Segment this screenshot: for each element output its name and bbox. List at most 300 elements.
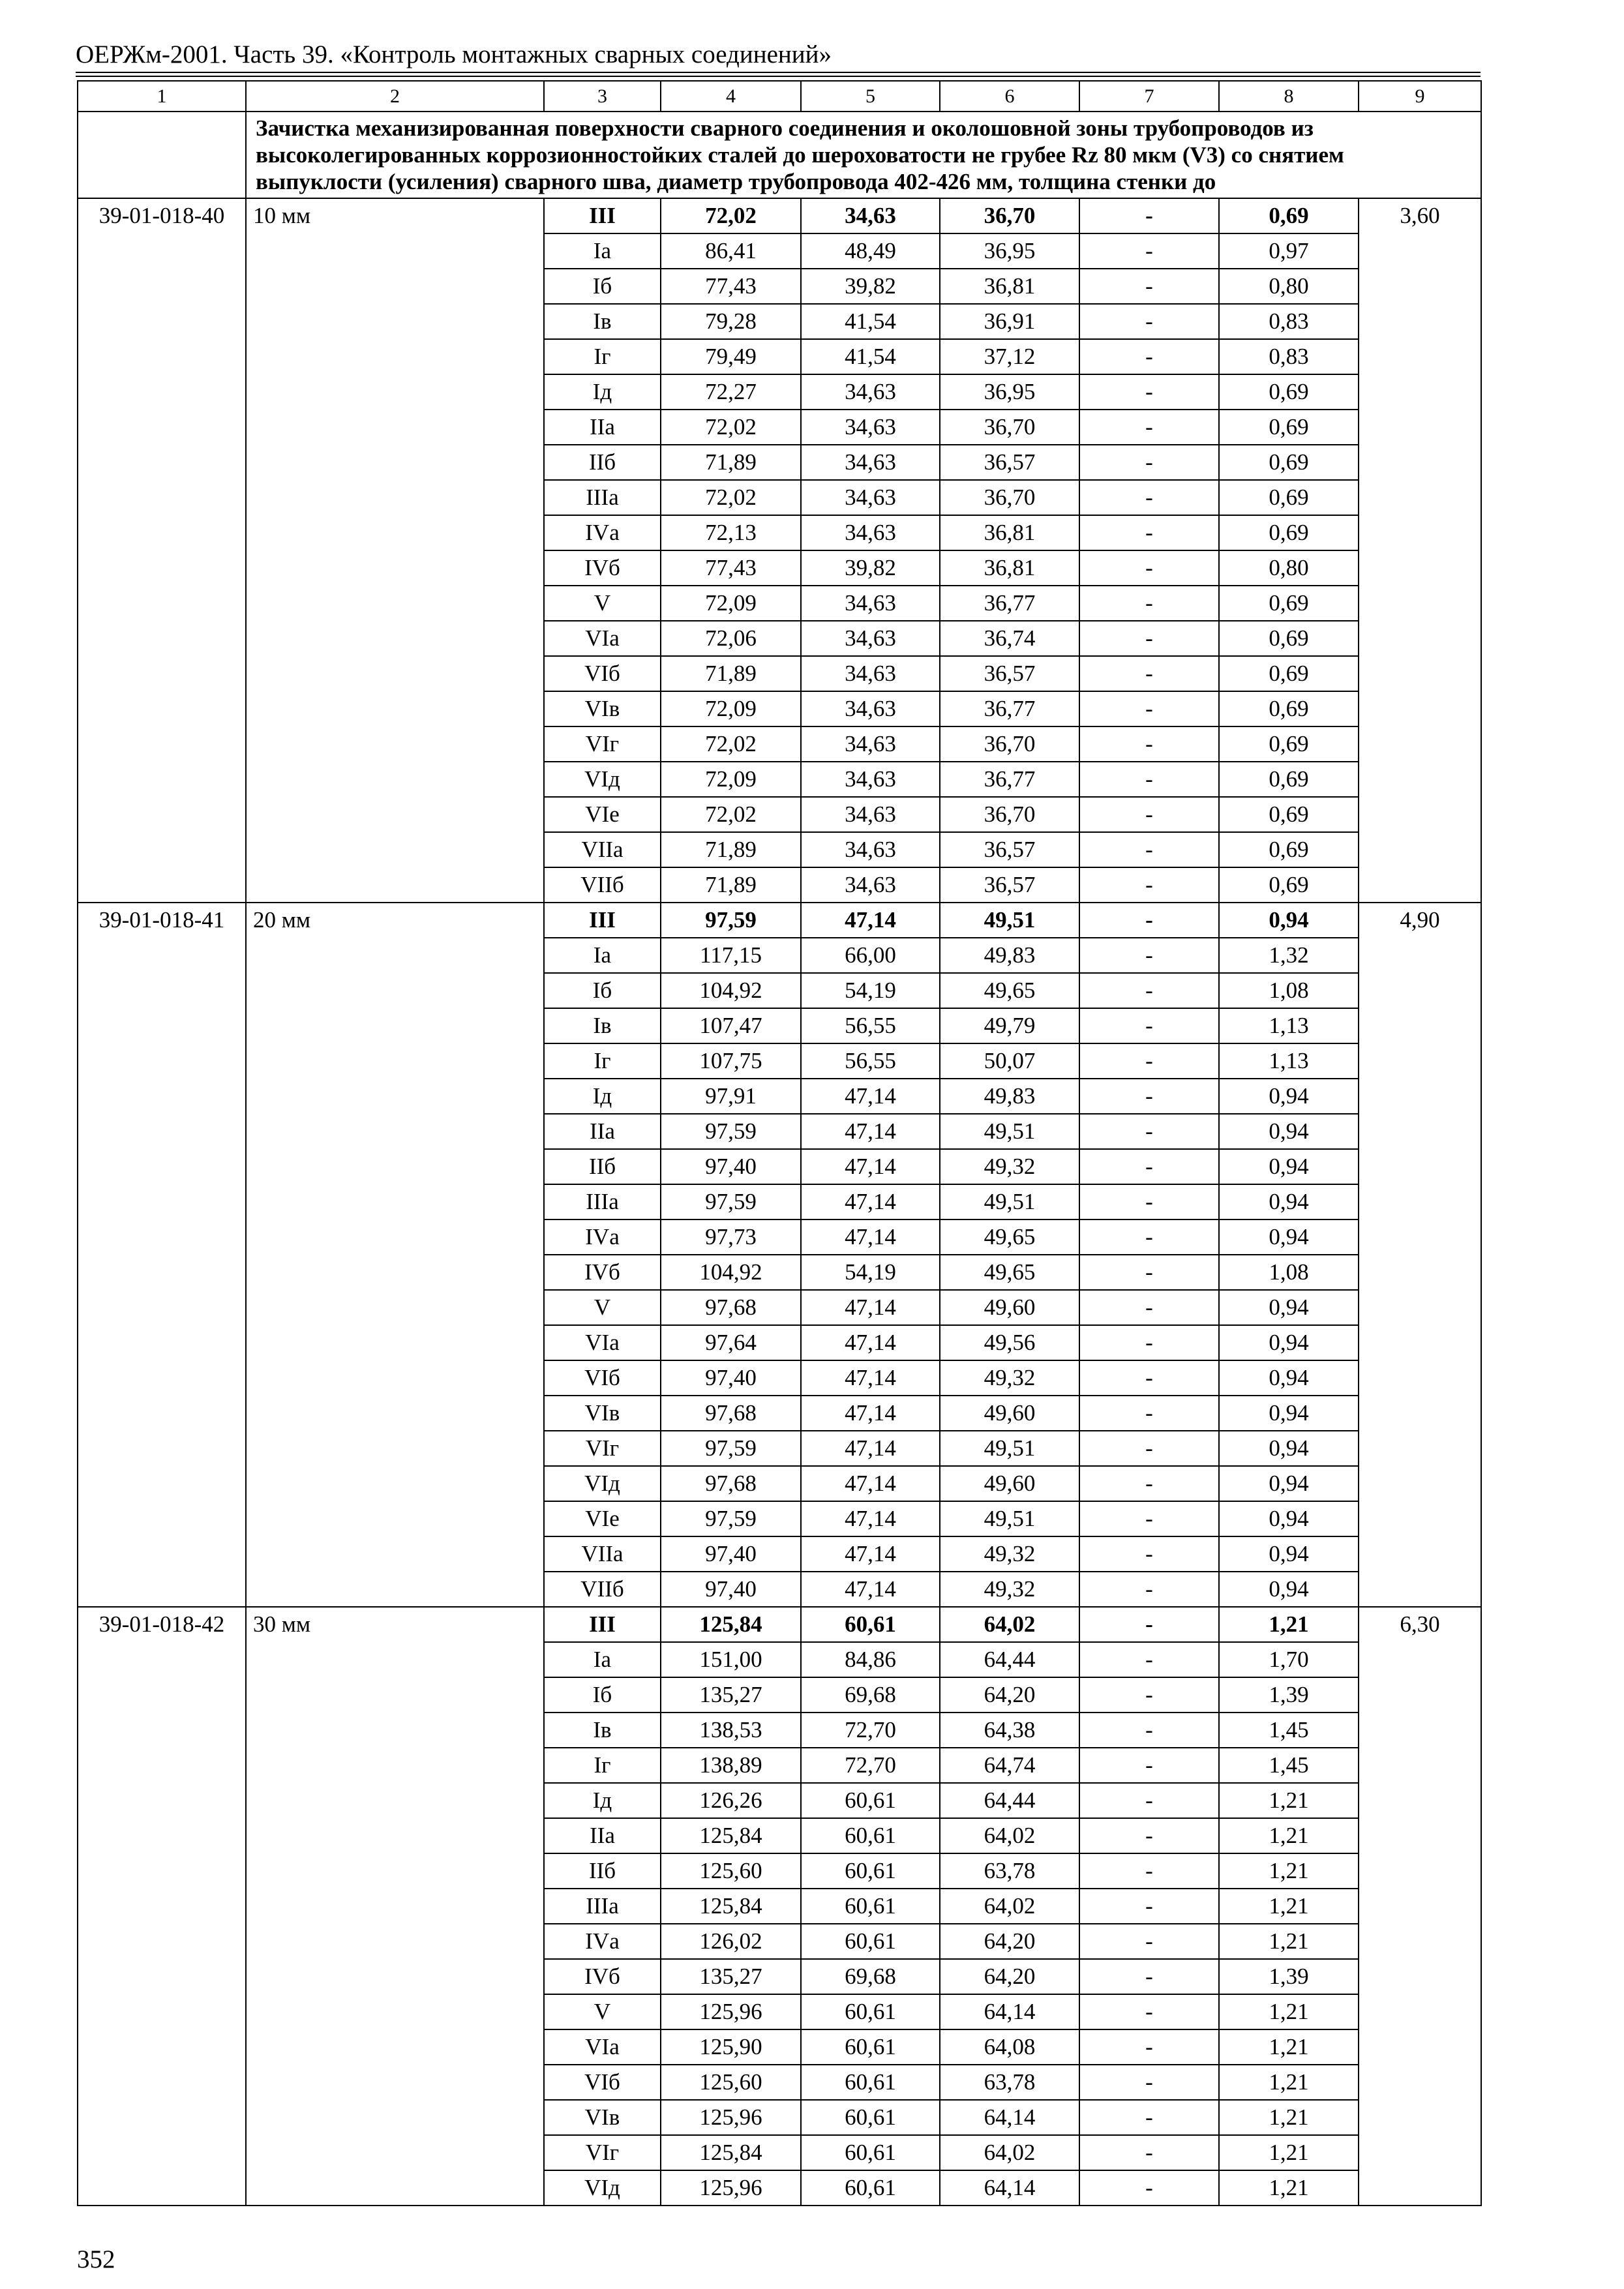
section-title-row — [78, 112, 1481, 198]
table-cell: 0,83 — [1219, 339, 1359, 374]
table-cell: - — [1079, 797, 1219, 832]
table-cell: 56,55 — [801, 1043, 940, 1079]
table-cell: 34,63 — [801, 726, 940, 762]
table-cell: 64,02 — [940, 1607, 1079, 1642]
table-cell: 125,60 — [661, 2065, 801, 2100]
table-cell: 34,63 — [801, 621, 940, 656]
table-cell: - — [1079, 1994, 1219, 2029]
table-cell: 0,94 — [1219, 1149, 1359, 1184]
table-cell: 49,32 — [940, 1572, 1079, 1607]
wall-thickness: 30 мм — [246, 1607, 544, 2206]
table-cell: - — [1079, 832, 1219, 867]
table-cell: 0,69 — [1219, 480, 1359, 515]
table-cell: - — [1079, 1043, 1219, 1079]
table-cell: 64,44 — [940, 1783, 1079, 1818]
zone-code: Iг — [544, 339, 661, 374]
table-cell: 1,21 — [1219, 1783, 1359, 1818]
table-cell: 1,21 — [1219, 1889, 1359, 1924]
table-cell: 0,83 — [1219, 304, 1359, 339]
table-cell: 64,20 — [940, 1677, 1079, 1713]
zone-code: Iб — [544, 973, 661, 1008]
table-cell: 138,89 — [661, 1748, 801, 1783]
table-cell: 0,69 — [1219, 198, 1359, 233]
table-cell: 0,94 — [1219, 1114, 1359, 1149]
table-cell: 49,51 — [940, 1431, 1079, 1466]
table-cell: 71,89 — [661, 832, 801, 867]
table-cell: 72,02 — [661, 797, 801, 832]
table-cell: 36,57 — [940, 832, 1079, 867]
table-cell: 36,77 — [940, 762, 1079, 797]
table-cell: 60,61 — [801, 2135, 940, 2170]
table-cell: 125,84 — [661, 1818, 801, 1853]
table-cell: 107,47 — [661, 1008, 801, 1043]
table-cell: 1,21 — [1219, 1818, 1359, 1853]
column-number: 3 — [544, 81, 661, 112]
table-cell: 48,49 — [801, 233, 940, 269]
table-cell: 49,65 — [940, 973, 1079, 1008]
table-cell: 1,32 — [1219, 938, 1359, 973]
table-cell: 34,63 — [801, 867, 940, 903]
zone-code: IIIа — [544, 480, 661, 515]
table-cell: 1,21 — [1219, 1924, 1359, 1959]
zone-code: VIб — [544, 656, 661, 691]
table-cell: 60,61 — [801, 2170, 940, 2206]
table-cell: 60,61 — [801, 2100, 940, 2135]
table-cell: 71,89 — [661, 445, 801, 480]
table-cell: 36,95 — [940, 374, 1079, 410]
zone-code: IIб — [544, 1853, 661, 1889]
table-cell: 1,21 — [1219, 2170, 1359, 2206]
table-cell: 63,78 — [940, 2065, 1079, 2100]
column-number: 7 — [1079, 81, 1219, 112]
table-cell: 69,68 — [801, 1959, 940, 1994]
table-cell: - — [1079, 445, 1219, 480]
table-cell: 0,94 — [1219, 1572, 1359, 1607]
zone-code: IVа — [544, 1924, 661, 1959]
table-cell: 0,69 — [1219, 586, 1359, 621]
zone-code: Iв — [544, 1008, 661, 1043]
table-cell: 97,59 — [661, 1184, 801, 1219]
table-cell: 69,68 — [801, 1677, 940, 1713]
header-rule-double — [76, 76, 1481, 77]
table-cell: 97,40 — [661, 1360, 801, 1396]
table-cell: 0,69 — [1219, 832, 1359, 867]
table-cell: 0,69 — [1219, 374, 1359, 410]
table-cell: 36,70 — [940, 198, 1079, 233]
table-cell: 34,63 — [801, 832, 940, 867]
table-row — [78, 198, 1481, 233]
header-rule — [76, 72, 1481, 73]
table-cell: 126,02 — [661, 1924, 801, 1959]
table-cell: - — [1079, 1325, 1219, 1360]
table-cell: 49,79 — [940, 1008, 1079, 1043]
column-number: 2 — [246, 81, 544, 112]
table-cell: 64,08 — [940, 2029, 1079, 2065]
table-cell: 72,02 — [661, 480, 801, 515]
zone-code: VIв — [544, 1396, 661, 1431]
table-cell: 71,89 — [661, 656, 801, 691]
table-cell: 1,21 — [1219, 1853, 1359, 1889]
zone-code: Iв — [544, 304, 661, 339]
table-cell: 0,69 — [1219, 691, 1359, 726]
column-number: 1 — [78, 81, 246, 112]
table-cell: 107,75 — [661, 1043, 801, 1079]
table-cell: 47,14 — [801, 1079, 940, 1114]
table-cell: - — [1079, 1184, 1219, 1219]
table-cell: 47,14 — [801, 903, 940, 938]
column-number: 5 — [801, 81, 940, 112]
table-cell: 60,61 — [801, 1889, 940, 1924]
table-cell: 34,63 — [801, 656, 940, 691]
table-cell: 54,19 — [801, 973, 940, 1008]
table-cell: - — [1079, 1818, 1219, 1853]
table-cell: 1,21 — [1219, 2135, 1359, 2170]
zone-code: Iг — [544, 1043, 661, 1079]
zone-code: VIе — [544, 1501, 661, 1536]
table-cell: 0,69 — [1219, 410, 1359, 445]
table-cell: 36,81 — [940, 515, 1079, 550]
table-cell: 64,14 — [940, 2170, 1079, 2206]
table-cell: 50,07 — [940, 1043, 1079, 1079]
table-cell: 66,00 — [801, 938, 940, 973]
table-cell: 34,63 — [801, 410, 940, 445]
table-cell: - — [1079, 938, 1219, 973]
table-cell: 34,63 — [801, 586, 940, 621]
table-cell: 97,91 — [661, 1079, 801, 1114]
table-cell: 64,20 — [940, 1924, 1079, 1959]
table-cell: 49,60 — [940, 1466, 1079, 1501]
table-cell: 79,28 — [661, 304, 801, 339]
table-cell: 39,82 — [801, 269, 940, 304]
table-cell: - — [1079, 1079, 1219, 1114]
table-cell: 36,57 — [940, 445, 1079, 480]
table-cell: 97,64 — [661, 1325, 801, 1360]
table-cell: - — [1079, 1713, 1219, 1748]
table-cell: - — [1079, 1572, 1219, 1607]
zone-code: VIа — [544, 1325, 661, 1360]
zone-code: III — [544, 198, 661, 233]
column9-value: 6,30 — [1359, 1607, 1481, 2206]
table-cell: - — [1079, 1501, 1219, 1536]
table-cell: 0,94 — [1219, 1501, 1359, 1536]
table-cell: - — [1079, 339, 1219, 374]
table-body — [78, 81, 1481, 2206]
zone-code: VIд — [544, 1466, 661, 1501]
table-cell: 0,97 — [1219, 233, 1359, 269]
table-cell: 49,51 — [940, 1501, 1079, 1536]
table-cell: 0,69 — [1219, 762, 1359, 797]
table-cell: - — [1079, 233, 1219, 269]
table-cell: 72,06 — [661, 621, 801, 656]
table-cell: 47,14 — [801, 1396, 940, 1431]
table-cell: 64,74 — [940, 1748, 1079, 1783]
table-cell: - — [1079, 480, 1219, 515]
table-cell: - — [1079, 1748, 1219, 1783]
table-cell: 125,84 — [661, 1889, 801, 1924]
table-cell: 49,32 — [940, 1149, 1079, 1184]
table-cell: 60,61 — [801, 1994, 940, 2029]
zone-code: IVа — [544, 1219, 661, 1255]
table-cell: 125,84 — [661, 1607, 801, 1642]
table-cell: 60,61 — [801, 1607, 940, 1642]
table-cell: - — [1079, 550, 1219, 586]
table-cell: 0,69 — [1219, 445, 1359, 480]
zone-code: VIг — [544, 726, 661, 762]
table-cell: 39,82 — [801, 550, 940, 586]
table-cell: 86,41 — [661, 233, 801, 269]
table-cell: 72,09 — [661, 691, 801, 726]
table-cell: 64,02 — [940, 1889, 1079, 1924]
zone-code: Iд — [544, 1079, 661, 1114]
table-cell: 36,91 — [940, 304, 1079, 339]
table-cell: 0,94 — [1219, 1079, 1359, 1114]
table-cell: - — [1079, 1853, 1219, 1889]
table-cell: - — [1079, 1219, 1219, 1255]
column-number: 6 — [940, 81, 1079, 112]
table-cell: 36,57 — [940, 656, 1079, 691]
table-cell: 77,43 — [661, 550, 801, 586]
table-cell: 0,69 — [1219, 867, 1359, 903]
table-cell: 47,14 — [801, 1149, 940, 1184]
zone-code: IIа — [544, 410, 661, 445]
table-cell: 0,69 — [1219, 656, 1359, 691]
table-cell: - — [1079, 1783, 1219, 1818]
zone-code: VIг — [544, 2135, 661, 2170]
table-cell: 0,94 — [1219, 903, 1359, 938]
table-cell: 47,14 — [801, 1360, 940, 1396]
table-cell: 0,94 — [1219, 1360, 1359, 1396]
zone-code: VIIа — [544, 1536, 661, 1572]
table-cell: 49,32 — [940, 1536, 1079, 1572]
table-cell: - — [1079, 2135, 1219, 2170]
zone-code: IVа — [544, 515, 661, 550]
table-cell: 117,15 — [661, 938, 801, 973]
table-cell: 36,57 — [940, 867, 1079, 903]
table-cell: 36,70 — [940, 480, 1079, 515]
table-cell: 64,44 — [940, 1642, 1079, 1677]
table-cell: - — [1079, 1396, 1219, 1431]
table-cell: - — [1079, 304, 1219, 339]
table-cell: - — [1079, 691, 1219, 726]
table-cell: 34,63 — [801, 198, 940, 233]
table-cell: 49,60 — [940, 1396, 1079, 1431]
zone-code: Iб — [544, 1677, 661, 1713]
zone-code: VIд — [544, 2170, 661, 2206]
table-cell: 0,94 — [1219, 1536, 1359, 1572]
table-cell: 1,39 — [1219, 1959, 1359, 1994]
table-row — [78, 1607, 1481, 1642]
table-cell: 36,70 — [940, 726, 1079, 762]
table-cell: 0,69 — [1219, 515, 1359, 550]
table-cell: 0,80 — [1219, 269, 1359, 304]
table-cell: 97,68 — [661, 1290, 801, 1325]
table-cell: 36,74 — [940, 621, 1079, 656]
table-cell: 49,51 — [940, 1114, 1079, 1149]
table-cell: 0,69 — [1219, 797, 1359, 832]
table-cell: 47,14 — [801, 1325, 940, 1360]
table-cell: 126,26 — [661, 1783, 801, 1818]
price-table — [77, 80, 1482, 2206]
table-cell: 47,14 — [801, 1184, 940, 1219]
table-cell: 1,45 — [1219, 1748, 1359, 1783]
table-cell: 64,02 — [940, 2135, 1079, 2170]
table-cell: 125,90 — [661, 2029, 801, 2065]
table-cell: 36,81 — [940, 550, 1079, 586]
table-cell: 72,70 — [801, 1748, 940, 1783]
table-cell: - — [1079, 1290, 1219, 1325]
table-cell: 97,68 — [661, 1396, 801, 1431]
table-cell: - — [1079, 410, 1219, 445]
table-cell: - — [1079, 2170, 1219, 2206]
table-cell: 34,63 — [801, 374, 940, 410]
table-cell: 41,54 — [801, 339, 940, 374]
table-cell: 0,80 — [1219, 550, 1359, 586]
table-cell: 49,65 — [940, 1219, 1079, 1255]
table-cell: 49,51 — [940, 903, 1079, 938]
table-cell: 49,65 — [940, 1255, 1079, 1290]
table-cell: 56,55 — [801, 1008, 940, 1043]
table-cell: 125,84 — [661, 2135, 801, 2170]
table-cell: 47,14 — [801, 1114, 940, 1149]
zone-code: VIв — [544, 2100, 661, 2135]
table-cell: 34,63 — [801, 445, 940, 480]
table-cell: - — [1079, 2029, 1219, 2065]
table-cell: 34,63 — [801, 691, 940, 726]
zone-code: Iд — [544, 1783, 661, 1818]
table-cell: 125,96 — [661, 1994, 801, 2029]
table-cell: 49,83 — [940, 1079, 1079, 1114]
zone-code: III — [544, 903, 661, 938]
table-cell: 1,21 — [1219, 1607, 1359, 1642]
zone-code: Iд — [544, 374, 661, 410]
table-cell: 47,14 — [801, 1536, 940, 1572]
table-cell: 72,02 — [661, 410, 801, 445]
zone-code: IVб — [544, 550, 661, 586]
table-cell: 104,92 — [661, 1255, 801, 1290]
table-cell: 97,68 — [661, 1466, 801, 1501]
column-number: 9 — [1359, 81, 1481, 112]
table-cell: - — [1079, 1536, 1219, 1572]
table-cell: 34,63 — [801, 797, 940, 832]
zone-code: Iа — [544, 233, 661, 269]
table-cell: 84,86 — [801, 1642, 940, 1677]
table-cell: 47,14 — [801, 1290, 940, 1325]
table-cell: 47,14 — [801, 1219, 940, 1255]
table-cell: 79,49 — [661, 339, 801, 374]
table-cell: 72,02 — [661, 198, 801, 233]
table-cell: 49,51 — [940, 1184, 1079, 1219]
zone-code: VIIб — [544, 1572, 661, 1607]
table-cell: - — [1079, 1149, 1219, 1184]
page-header-title: ОЕРЖм-2001. Часть 39. «Контроль монтажных сварных соединений» — [76, 40, 832, 68]
table-cell: 138,53 — [661, 1713, 801, 1748]
table-cell: - — [1079, 621, 1219, 656]
zone-code: IIб — [544, 445, 661, 480]
table-cell: 135,27 — [661, 1677, 801, 1713]
column-number: 8 — [1219, 81, 1359, 112]
table-cell: - — [1079, 726, 1219, 762]
zone-code: IVб — [544, 1959, 661, 1994]
table-cell: - — [1079, 1360, 1219, 1396]
column9-value: 4,90 — [1359, 903, 1481, 1607]
table-cell: 60,61 — [801, 1924, 940, 1959]
zone-code: Iг — [544, 1748, 661, 1783]
table-cell: 0,94 — [1219, 1219, 1359, 1255]
zone-code: V — [544, 1994, 661, 2029]
zone-code: VIа — [544, 2029, 661, 2065]
table-cell: 49,83 — [940, 938, 1079, 973]
table-cell: 64,14 — [940, 1994, 1079, 2029]
table-cell: 1,13 — [1219, 1043, 1359, 1079]
table-cell: - — [1079, 1959, 1219, 1994]
table-cell: - — [1079, 656, 1219, 691]
table-cell: 36,70 — [940, 797, 1079, 832]
table-cell: 1,08 — [1219, 1255, 1359, 1290]
zone-code: Iб — [544, 269, 661, 304]
table-cell: 125,96 — [661, 2100, 801, 2135]
table-cell: 64,20 — [940, 1959, 1079, 1994]
table-cell: 0,69 — [1219, 726, 1359, 762]
table-cell: 72,13 — [661, 515, 801, 550]
table-cell: 97,40 — [661, 1149, 801, 1184]
section-title-spacer — [78, 112, 246, 198]
zone-code: VIв — [544, 691, 661, 726]
table-cell: 34,63 — [801, 480, 940, 515]
table-cell: 0,94 — [1219, 1325, 1359, 1360]
table-cell: - — [1079, 1466, 1219, 1501]
table-cell: 1,13 — [1219, 1008, 1359, 1043]
table-cell: 77,43 — [661, 269, 801, 304]
table-cell: 36,81 — [940, 269, 1079, 304]
rate-code: 39-01-018-42 — [78, 1607, 246, 2206]
table-cell: 64,38 — [940, 1713, 1079, 1748]
zone-code: V — [544, 1290, 661, 1325]
table-cell: 54,19 — [801, 1255, 940, 1290]
table-cell: - — [1079, 1431, 1219, 1466]
table-cell: 36,70 — [940, 410, 1079, 445]
table-cell: 36,95 — [940, 233, 1079, 269]
table-cell: 0,94 — [1219, 1431, 1359, 1466]
zone-code: VIIб — [544, 867, 661, 903]
table-cell: 125,96 — [661, 2170, 801, 2206]
table-cell: 72,09 — [661, 762, 801, 797]
table-cell: - — [1079, 903, 1219, 938]
table-cell: 0,94 — [1219, 1466, 1359, 1501]
table-cell: - — [1079, 1677, 1219, 1713]
table-cell: 72,27 — [661, 374, 801, 410]
zone-code: VIIа — [544, 832, 661, 867]
table-cell: 97,59 — [661, 1431, 801, 1466]
table-cell: - — [1079, 762, 1219, 797]
table-cell: - — [1079, 1607, 1219, 1642]
table-cell: 0,94 — [1219, 1184, 1359, 1219]
table-cell: - — [1079, 2100, 1219, 2135]
table-cell: 49,32 — [940, 1360, 1079, 1396]
zone-code: Iа — [544, 1642, 661, 1677]
table-cell: 63,78 — [940, 1853, 1079, 1889]
table-cell: 1,21 — [1219, 2065, 1359, 2100]
table-row — [78, 903, 1481, 938]
table-cell: 1,08 — [1219, 973, 1359, 1008]
table-cell: - — [1079, 1114, 1219, 1149]
zone-code: VIе — [544, 797, 661, 832]
zone-code: VIб — [544, 1360, 661, 1396]
section-title: Зачистка механизированная поверхности сварного соединения и околошовной зоны трубопроводов из высоколегированных коррозионностойких сталей до шероховатости не грубее Rz 80 мкм (V3) со снятием выпуклости (усиления) сварного шва, диаметр трубопровода 402-426 мм, толщина стенки до — [246, 112, 1481, 198]
table-cell: 72,09 — [661, 586, 801, 621]
table-cell: 135,27 — [661, 1959, 801, 1994]
zone-code: VIд — [544, 762, 661, 797]
zone-code: IIIа — [544, 1889, 661, 1924]
